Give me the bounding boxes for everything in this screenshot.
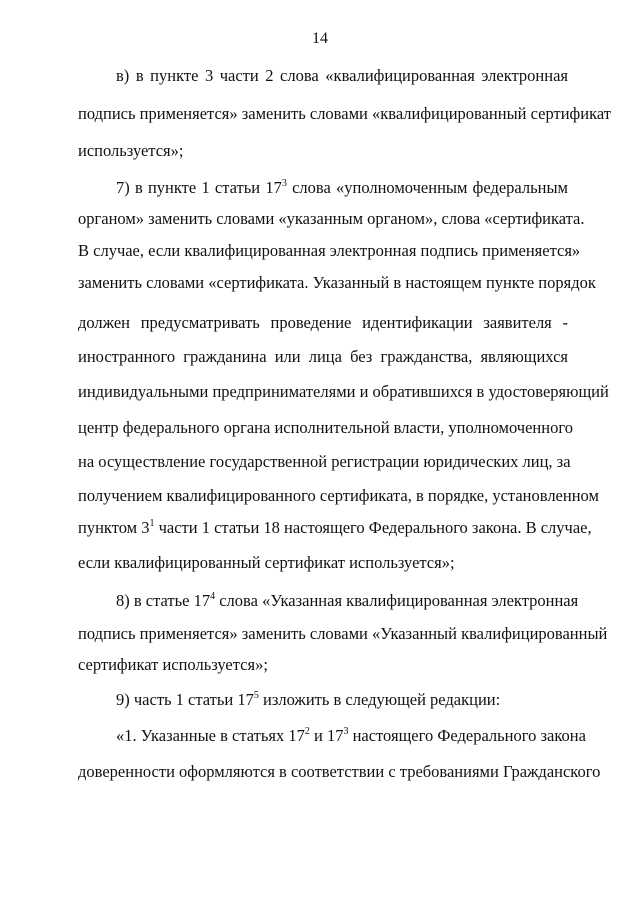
text-line: в) в пункте 3 части 2 слова «квалифицированная электронная (116, 66, 568, 85)
text-line: иностранного гражданина или лица без гражданства, являющихся (78, 347, 568, 366)
text-line: на осуществление государственной регистрации юридических лиц, за (78, 452, 571, 471)
text-line: если квалифицированный сертификат используется»; (78, 553, 455, 572)
page-number: 14 (312, 30, 328, 47)
text-line: пунктом $3^1$ части 1 статьи 18 настоящего Федерального закона. В случае, (78, 518, 592, 537)
text-line: В случае, если квалифицированная электронная подпись применяется» (78, 241, 581, 260)
text-line: 7) в пункте 1 статьи $17^3$ слова «уполномоченным федеральным (116, 178, 568, 197)
text-line: «1. Указанные в статьях $17^2$ и $17^3$ настоящего Федерального закона (116, 726, 586, 745)
text-line: центр федерального органа исполнительной власти, уполномоченного (78, 418, 573, 437)
text-line: используется»; (78, 141, 184, 160)
text-line: подпись применяется» заменить словами «квалифицированный сертификат (78, 104, 611, 123)
text-line: 8) в статье $17^4$ слова «Указанная квалифицированная электронная (116, 591, 579, 610)
text-line: доверенности оформляются в соответствии с требованиями Гражданского (78, 762, 601, 781)
text-line: органом» заменить словами «указанным органом», слова «сертификата. (78, 209, 585, 228)
text-line: получением квалифицированного сертификата, в порядке, установленном (78, 486, 599, 505)
text-line: 9) часть 1 статьи $17^5$ изложить в следующей редакции: (116, 690, 501, 709)
text-line: должен предусматривать проведение идентификации заявителя - (78, 313, 568, 332)
text-line: подпись применяется» заменить словами «Указанный квалифицированный (78, 624, 608, 643)
text-line: индивидуальными предпринимателями и обратившихся в удостоверяющий (78, 382, 609, 401)
text-line: заменить словами «сертификата. Указанный в настоящем пункте порядок (78, 273, 596, 292)
text-line: сертификат используется»; (78, 655, 268, 674)
